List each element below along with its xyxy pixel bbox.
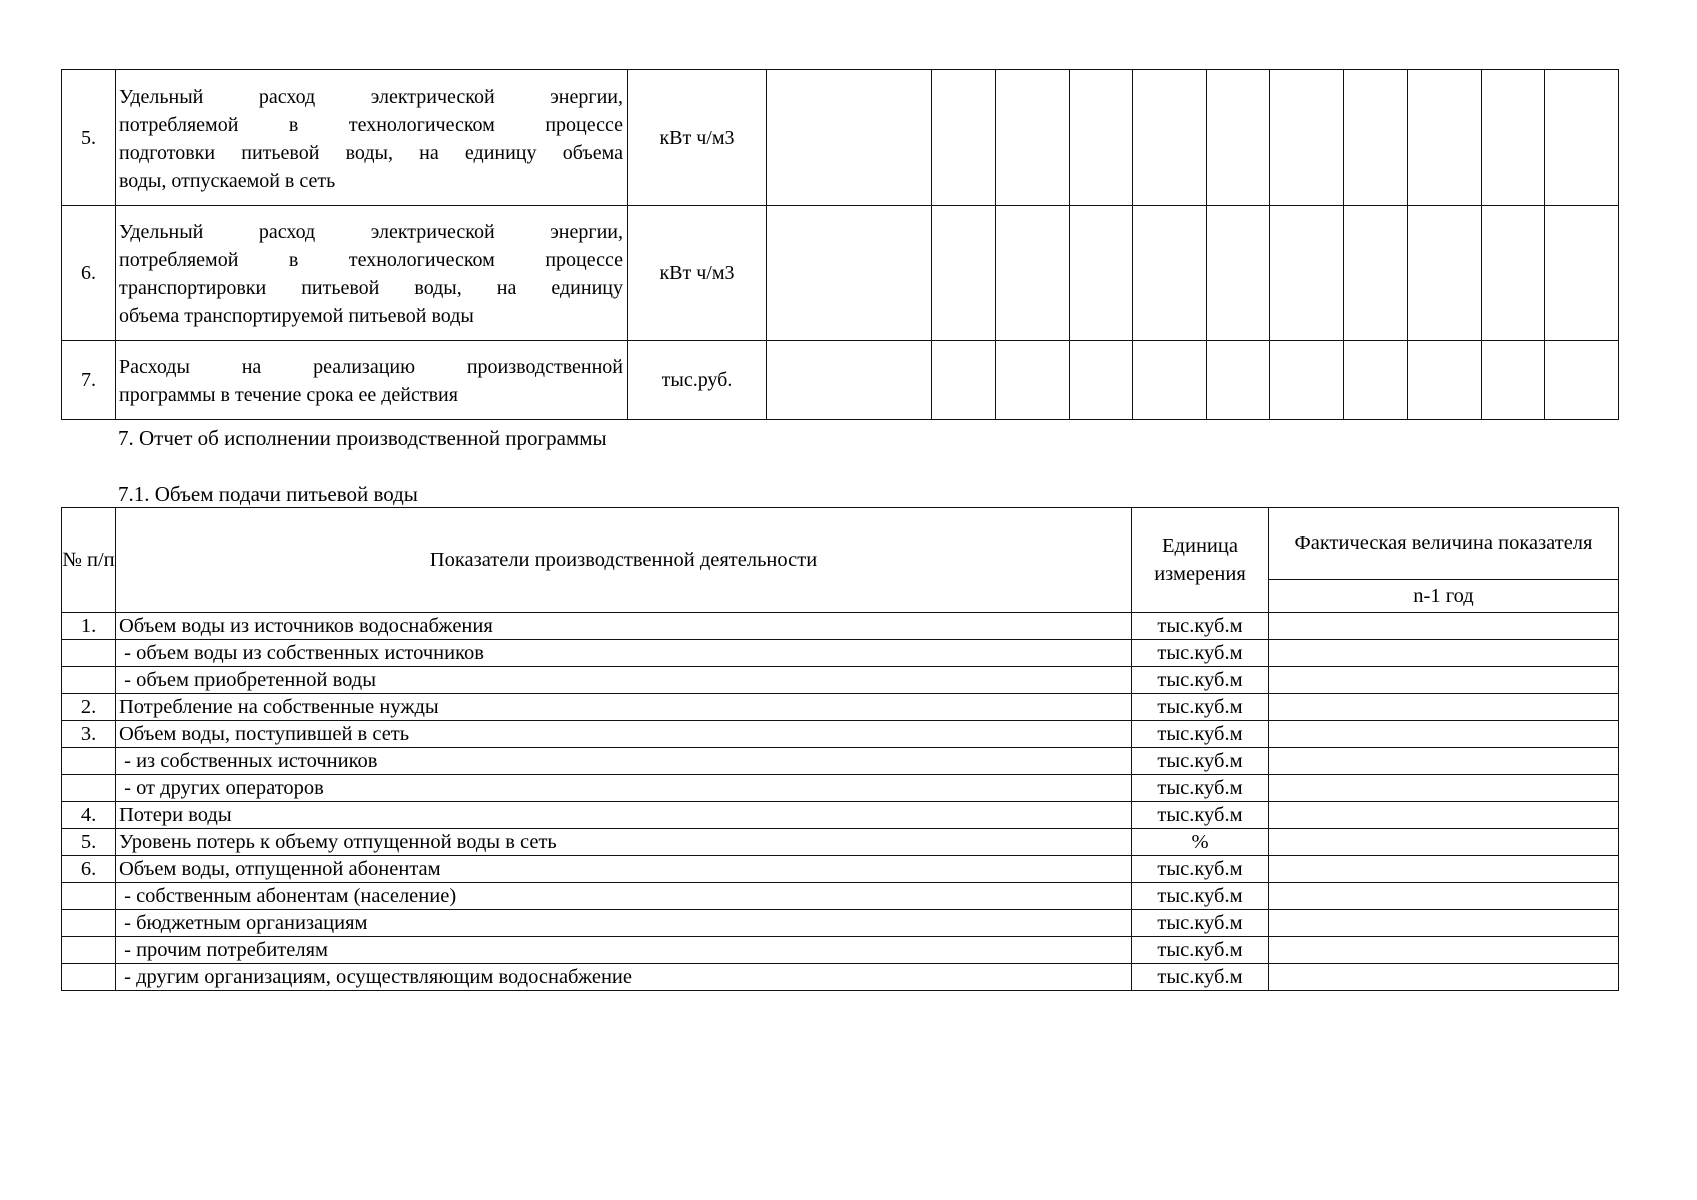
- indicator-description: [116, 70, 628, 206]
- description-line: подготовки питьевой воды, на единицу объема: [119, 141, 623, 164]
- value-cell: [1545, 206, 1619, 341]
- row-number: 6.: [62, 856, 116, 883]
- value-cell: [1545, 341, 1619, 420]
- indicator-row: [62, 70, 1619, 206]
- unit-cell: тыс.куб.м: [1132, 937, 1269, 964]
- actual-value-cell: [1269, 883, 1619, 910]
- actual-value-cell: [1269, 721, 1619, 748]
- unit-cell: тыс.куб.м: [1132, 856, 1269, 883]
- value-cell: [1344, 206, 1408, 341]
- description-line: воды, отпускаемой в сеть: [119, 169, 336, 192]
- indicator-label: Объем воды из источников водоснабжения: [116, 613, 1132, 640]
- indicator-label: - собственным абонентам (население): [116, 883, 1132, 910]
- row-number: 2.: [62, 694, 116, 721]
- value-cell: [1207, 70, 1270, 206]
- row-number: 1.: [62, 613, 116, 640]
- table-row: [62, 613, 1619, 640]
- indicator-label: Потери воды: [116, 802, 1132, 829]
- value-cell: [1070, 341, 1133, 420]
- indicator-label: - прочим потребителям: [116, 937, 1132, 964]
- value-cell: [1408, 70, 1482, 206]
- value-cell: [1344, 70, 1408, 206]
- indicator-label: - бюджетным организациям: [116, 910, 1132, 937]
- value-cell: [1270, 341, 1344, 420]
- header-actual-value: Фактическая величина показателя: [1269, 508, 1619, 580]
- value-cell: [996, 206, 1070, 341]
- row-number: [62, 937, 116, 964]
- description-line: потребляемой в технологическом процессе: [119, 113, 623, 136]
- indicator-description: [116, 206, 628, 341]
- indicator-label: Объем воды, отпущенной абонентам: [116, 856, 1132, 883]
- section-heading: 7.1. Объем подачи питьевой воды: [118, 482, 418, 506]
- indicators-table-continued: [61, 69, 1619, 420]
- value-cell: [1070, 70, 1133, 206]
- value-cell: [996, 341, 1070, 420]
- report-heading: 7. Отчет об исполнении производственной программы: [118, 426, 607, 450]
- header-year: n-1 год: [1269, 579, 1619, 612]
- unit-cell: тыс.куб.м: [1132, 802, 1269, 829]
- table-row: [62, 856, 1619, 883]
- value-cell: [1482, 206, 1545, 341]
- actual-value-cell: [1269, 856, 1619, 883]
- value-cell: [1133, 206, 1207, 341]
- header-num: № п/п: [62, 508, 116, 613]
- actual-value-cell: [1269, 964, 1619, 991]
- value-cell: [1408, 206, 1482, 341]
- indicator-label: - от других операторов: [116, 775, 1132, 802]
- table-row: [62, 748, 1619, 775]
- header-indicator: Показатели производственной деятельности: [116, 508, 1132, 613]
- table-row: [62, 829, 1619, 856]
- actual-value-cell: [1269, 667, 1619, 694]
- actual-value-cell: [1269, 910, 1619, 937]
- unit-cell: тыс.куб.м: [1132, 775, 1269, 802]
- table-row: [62, 964, 1619, 991]
- value-cell: [932, 70, 996, 206]
- value-cell: [1133, 70, 1207, 206]
- row-number: [62, 964, 116, 991]
- indicator-label: - объем приобретенной воды: [116, 667, 1132, 694]
- table-row: [62, 883, 1619, 910]
- row-number: 6.: [62, 206, 116, 341]
- table-row: [62, 694, 1619, 721]
- table-row: [62, 775, 1619, 802]
- value-cell: [767, 206, 932, 341]
- value-cell: [996, 70, 1070, 206]
- description-line: потребляемой в технологическом процессе: [119, 249, 623, 271]
- actual-value-cell: [1269, 694, 1619, 721]
- actual-value-cell: [1269, 802, 1619, 829]
- unit-cell: тыс.куб.м: [1132, 964, 1269, 991]
- indicator-label: - объем воды из собственных источников: [116, 640, 1132, 667]
- unit-cell: тыс.куб.м: [1132, 883, 1269, 910]
- value-cell: [932, 341, 996, 420]
- value-cell: [1482, 341, 1545, 420]
- indicator-row: [62, 206, 1619, 341]
- value-cell: [1482, 70, 1545, 206]
- row-number: [62, 910, 116, 937]
- value-cell: [1270, 70, 1344, 206]
- unit-cell: кВт ч/м3: [628, 70, 767, 206]
- value-cell: [1408, 341, 1482, 420]
- table-row: [62, 937, 1619, 964]
- description-line: программы в течение срока ее действия: [119, 384, 458, 406]
- row-number: 7.: [62, 341, 116, 420]
- table-row: [62, 640, 1619, 667]
- indicator-description: [116, 341, 628, 420]
- indicator-label: - из собственных источников: [116, 748, 1132, 775]
- value-cell: [1545, 70, 1619, 206]
- row-number: 4.: [62, 802, 116, 829]
- value-cell: [1133, 341, 1207, 420]
- actual-value-cell: [1269, 613, 1619, 640]
- row-number: 5.: [62, 70, 116, 206]
- description-line: объема транспортируемой питьевой воды: [119, 305, 474, 327]
- row-number: 3.: [62, 721, 116, 748]
- actual-value-cell: [1269, 775, 1619, 802]
- description-line: Удельный расход электрической энергии,: [119, 221, 623, 243]
- value-cell: [932, 206, 996, 341]
- row-number: [62, 775, 116, 802]
- value-cell: [767, 341, 932, 420]
- header-unit: Единица измерения: [1132, 508, 1269, 613]
- unit-cell: тыс.куб.м: [1132, 748, 1269, 775]
- water-supply-volume-table: [61, 507, 1619, 991]
- row-number: [62, 640, 116, 667]
- value-cell: [1207, 341, 1270, 420]
- indicator-label: Потребление на собственные нужды: [116, 694, 1132, 721]
- indicator-label: Объем воды, поступившей в сеть: [116, 721, 1132, 748]
- indicator-label: Уровень потерь к объему отпущенной воды в сеть: [116, 829, 1132, 856]
- indicator-label: - другим организациям, осуществляющим водоснабжение: [116, 964, 1132, 991]
- unit-cell: тыс.куб.м: [1132, 910, 1269, 937]
- unit-cell: кВт ч/м3: [628, 206, 767, 341]
- value-cell: [767, 70, 932, 206]
- actual-value-cell: [1269, 937, 1619, 964]
- value-cell: [1344, 341, 1408, 420]
- table-row: [62, 721, 1619, 748]
- actual-value-cell: [1269, 640, 1619, 667]
- description-line: Удельный расход электрической энергии,: [119, 85, 623, 108]
- actual-value-cell: [1269, 829, 1619, 856]
- table-row: [62, 910, 1619, 937]
- indicator-row: [62, 341, 1619, 420]
- unit-cell: тыс.куб.м: [1132, 640, 1269, 667]
- unit-cell: тыс.куб.м: [1132, 694, 1269, 721]
- actual-value-cell: [1269, 748, 1619, 775]
- description-line: Расходы на реализацию производственной: [119, 356, 623, 378]
- row-number: [62, 748, 116, 775]
- unit-cell: тыс.куб.м: [1132, 667, 1269, 694]
- value-cell: [1207, 206, 1270, 341]
- row-number: [62, 667, 116, 694]
- header-row: [62, 508, 1619, 580]
- unit-cell: тыс.руб.: [628, 341, 767, 420]
- value-cell: [1070, 206, 1133, 341]
- row-number: 5.: [62, 829, 116, 856]
- table-row: [62, 802, 1619, 829]
- value-cell: [1270, 206, 1344, 341]
- row-number: [62, 883, 116, 910]
- unit-cell: %: [1132, 829, 1269, 856]
- description-line: транспортировки питьевой воды, на единицу: [119, 277, 623, 299]
- table-row: [62, 667, 1619, 694]
- unit-cell: тыс.куб.м: [1132, 721, 1269, 748]
- unit-cell: тыс.куб.м: [1132, 613, 1269, 640]
